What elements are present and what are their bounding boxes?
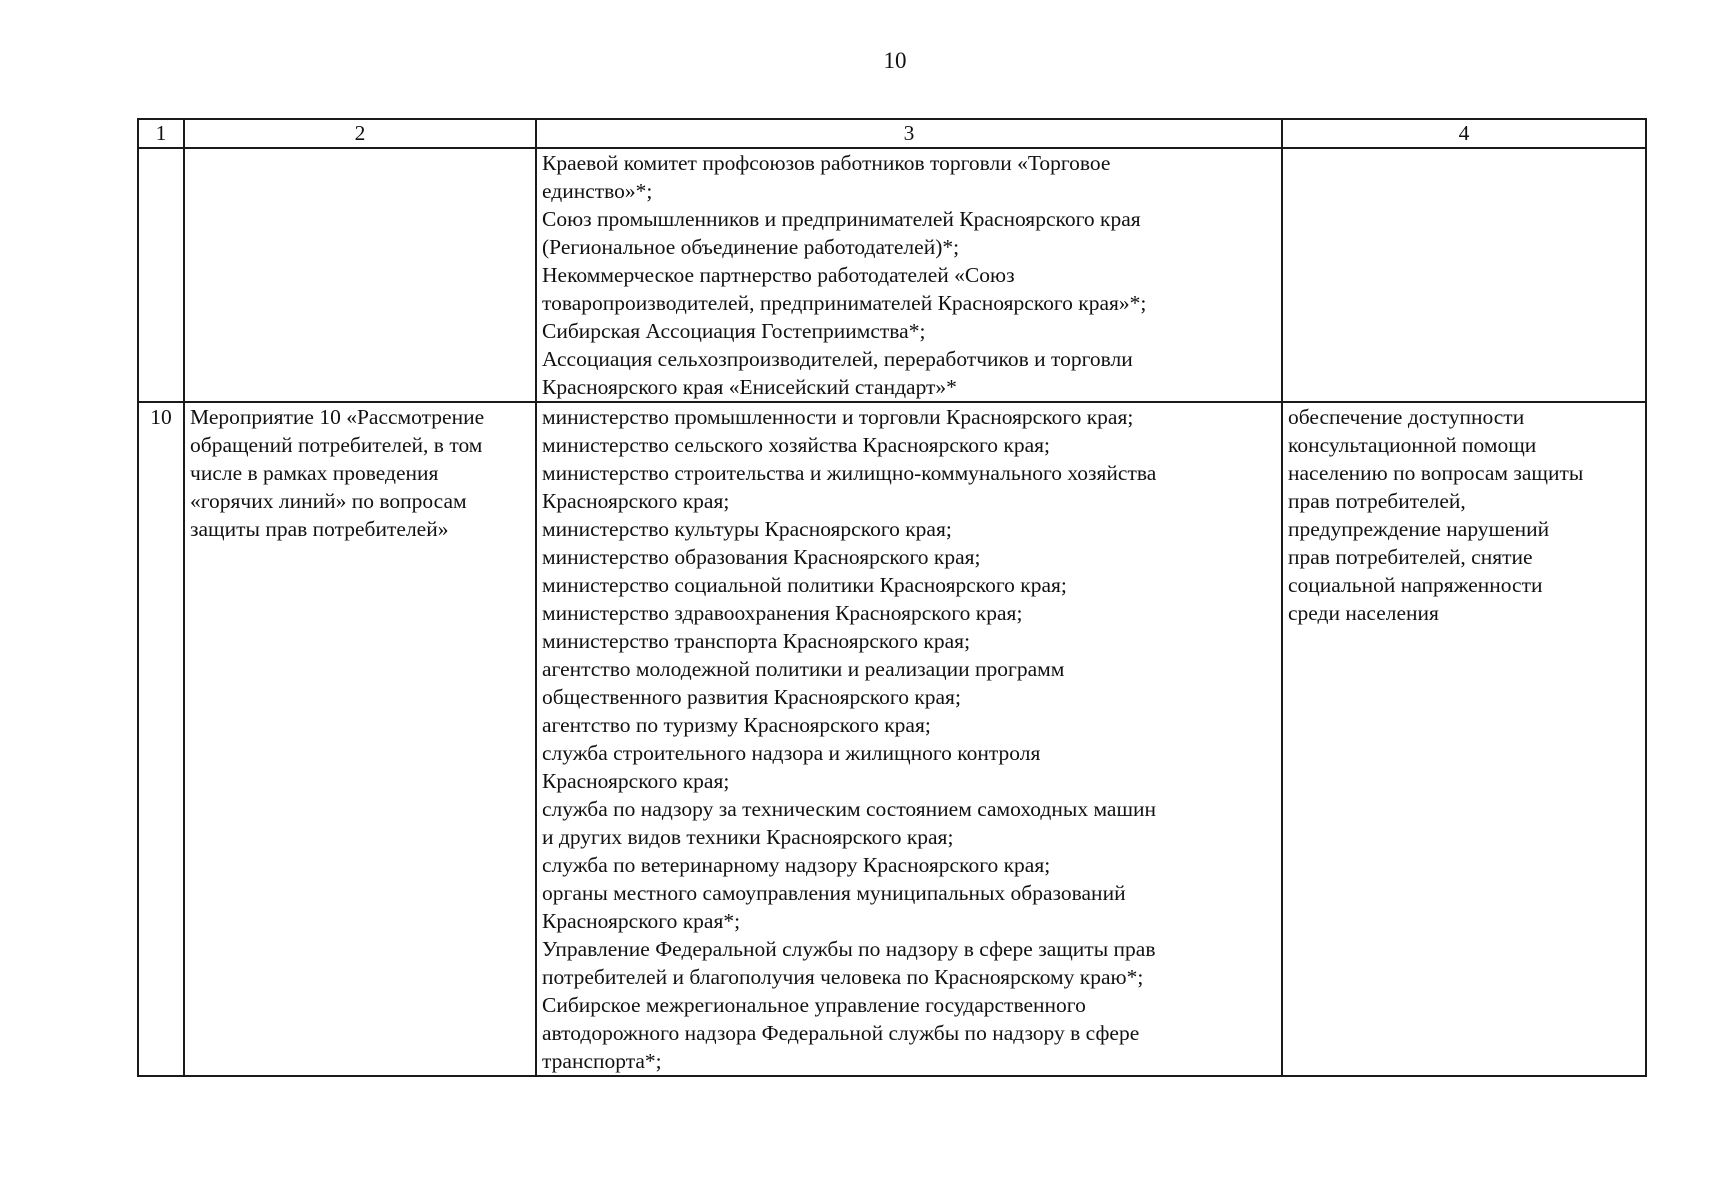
result-line: среди населения [1288, 601, 1439, 625]
header-cell-4: 4 [1282, 119, 1646, 148]
executor-line: транспорта*; [542, 1049, 662, 1073]
result-line: консультационной помощи [1288, 433, 1537, 457]
page-number: 10 [883, 48, 907, 73]
executor-line: и других видов техники Красноярского края; [542, 825, 954, 849]
executor-line: общественного развития Красноярского края; [542, 685, 961, 709]
executor-line: служба по ветеринарному надзору Красноярского края; [542, 853, 1051, 877]
measure-name-cell [184, 402, 536, 1076]
executor-line: министерство промышленности и торговли Красноярского края; [542, 405, 1134, 429]
executor-line: Союз промышленников и предпринимателей Красноярского края [542, 207, 1141, 231]
executor-line: органы местного самоуправления муниципальных образований [542, 881, 1126, 905]
executor-line: единство»*; [542, 179, 653, 203]
measure-line: «горячих линий» по вопросам [190, 489, 467, 513]
header-cell-3: 3 [536, 119, 1282, 148]
measure-line: числе в рамках проведения [190, 461, 439, 485]
executor-line: агентство молодежной политики и реализации программ [542, 657, 1065, 681]
executor-line: агентство по туризму Красноярского края; [542, 713, 931, 737]
header-cell-1: 1 [138, 119, 184, 148]
executor-line: (Региональное объединение работодателей)*; [542, 235, 960, 259]
executor-line: Красноярского края «Енисейский стандарт»* [542, 375, 957, 399]
result-line: обеспечение доступности [1288, 405, 1525, 429]
measure-line: Мероприятие 10 «Рассмотрение [190, 405, 485, 429]
measures-table [137, 118, 1647, 1077]
executor-line: Ассоциация сельхозпроизводителей, переработчиков и торговли [542, 347, 1133, 371]
executor-line: автодорожного надзора Федеральной службы по надзору в сфере [542, 1021, 1140, 1045]
executor-line: министерство сельского хозяйства Красноярского края; [542, 433, 1050, 457]
executor-line: Управление Федеральной службы по надзору в сфере защиты прав [542, 937, 1156, 961]
continuation-row [138, 148, 1646, 402]
continuation-executors-cell [536, 148, 1282, 402]
header-cell-2: 2 [184, 119, 536, 148]
executor-line: Краевой комитет профсоюзов работников торговли «Торговое [542, 151, 1111, 175]
executor-line: министерство социальной политики Красноярского края; [542, 573, 1067, 597]
executors-cell [536, 402, 1282, 1076]
executor-line: Красноярского края; [542, 769, 730, 793]
executor-line: Красноярского края*; [542, 909, 741, 933]
continuation-number-cell [138, 148, 184, 402]
executor-line: служба по надзору за техническим состоянием самоходных машин [542, 797, 1157, 821]
executor-line: Красноярского края; [542, 489, 730, 513]
result-line: прав потребителей, снятие [1288, 545, 1533, 569]
executor-line: потребителей и благополучия человека по Красноярскому краю*; [542, 965, 1144, 989]
result-line: предупреждение нарушений [1288, 517, 1550, 541]
executor-line: министерство здравоохранения Красноярского края; [542, 601, 1023, 625]
measure-line: защиты прав потребителей» [190, 517, 449, 541]
executor-line: служба строительного надзора и жилищного контроля [542, 741, 1041, 765]
executor-line: министерство строительства и жилищно-коммунального хозяйства [542, 461, 1157, 485]
executor-line: товаропроизводителей, предпринимателей Красноярского края»*; [542, 291, 1147, 315]
executor-line: Сибирское межрегиональное управление государственного [542, 993, 1086, 1017]
executor-line: Некоммерческое партнерство работодателей «Союз [542, 263, 1015, 287]
expected-result-cell [1282, 402, 1646, 1076]
executor-line: министерство культуры Красноярского края; [542, 517, 952, 541]
executor-line: министерство транспорта Красноярского края; [542, 629, 971, 653]
measure-line: обращений потребителей, в том [190, 433, 483, 457]
table-row [138, 402, 1646, 1076]
row-number-cell: 10 [138, 402, 184, 1076]
continuation-measure-cell [184, 148, 536, 402]
continuation-result-cell [1282, 148, 1646, 402]
executor-line: Сибирская Ассоциация Гостеприимства*; [542, 319, 926, 343]
table-header-row [138, 119, 1646, 148]
result-line: социальной напряженности [1288, 573, 1543, 597]
result-line: населению по вопросам защиты [1288, 461, 1584, 485]
result-line: прав потребителей, [1288, 489, 1466, 513]
executor-line: министерство образования Красноярского края; [542, 545, 981, 569]
